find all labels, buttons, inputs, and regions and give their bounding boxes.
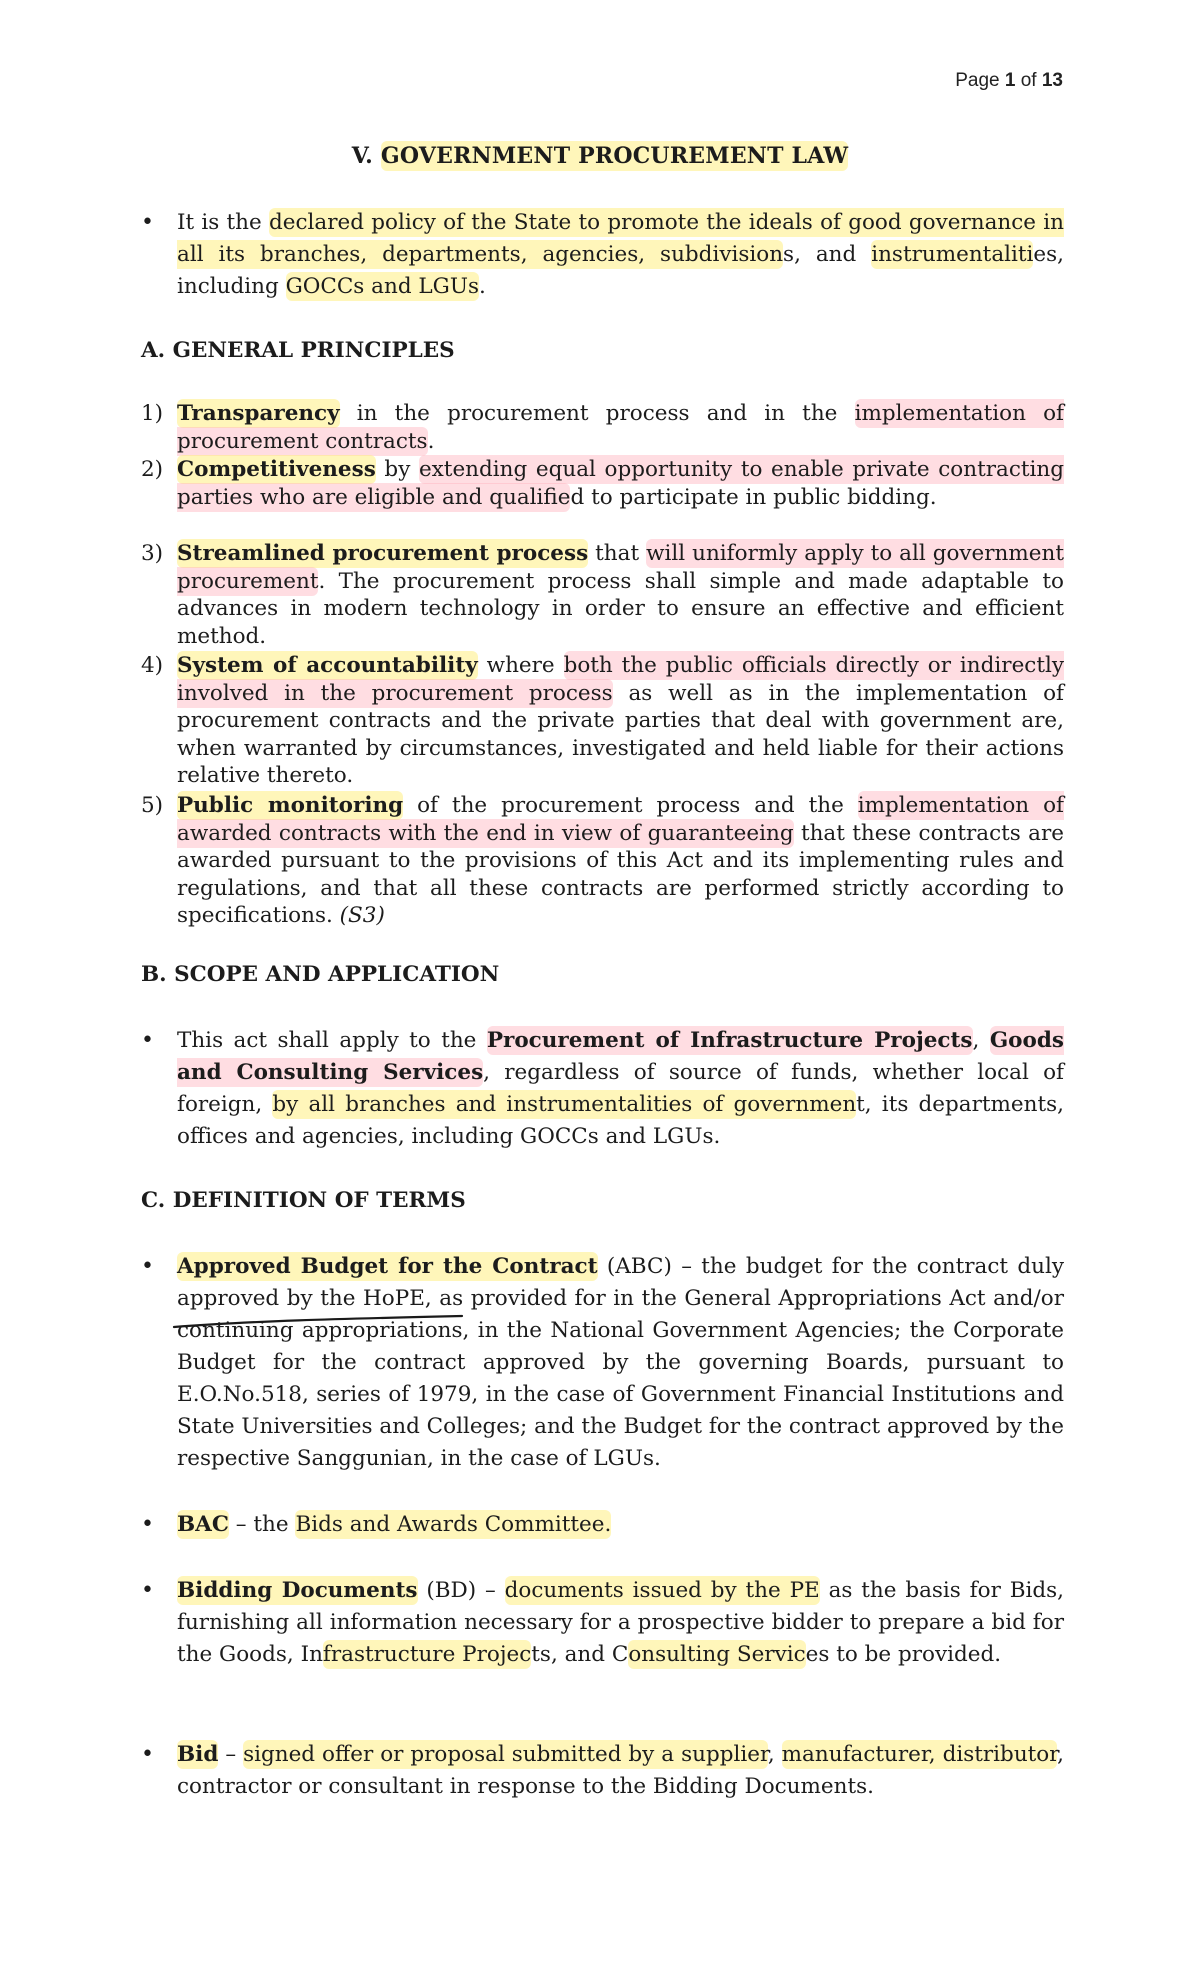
definition-bidding-documents: Bidding Documents (BD) – documents issued by the PE as the basis for Bids, furnishing all information necessary for a prospective bidder to prepare a bid for the Goods, Infrastructure Projects, and Consulting Services to be provided. (177, 1578, 1064, 1667)
bullet-icon: • (141, 1578, 154, 1603)
bullet-icon: • (141, 1254, 154, 1279)
principle-accountability: System of accountability where both the public officials directly or indirectly involved in the procurement process as well as in the implementation of procurement contracts and the private parties that deal with government are, when warranted by circumstances, investigated and held liable for their actions relative thereto. (177, 653, 1064, 788)
principle-transparency: Transparency in the procurement process and in the implementation of procurement contracts. (177, 401, 1064, 454)
principle-public-monitoring: Public monitoring of the procurement process and the implementation of awarded contracts with the end in view of guaranteeing that these contracts are awarded pursuant to the provisions of this Act and its implementing rules and regulations, and that all these contracts are performed strictly according to specifications. (S3) (177, 793, 1064, 928)
definition-abc: Approved Budget for the Contract (ABC) – the budget for the contract duly approved by the HoPE, as provided for in the General Appropriations Act and/or continuing appropriations, in the National Government Agencies; the Corporate Budget for the contract approved by the governing Boards, pursuant to E.O.No.518, series of 1979, in the case of Government Financial Institutions and State Universities and Colleges; and the Budget for the contract approved by the respective Sanggunian, in the case of LGUs. (177, 1254, 1064, 1471)
bullet-icon: • (141, 210, 154, 235)
scope-paragraph: This act shall apply to the Procurement of Infrastructure Projects, Goods and Consulting Services, regardless of source of funds, whether local of foreign, by all branches and instrumentalities of government, its departments, offices and agencies, including GOCCs and LGUs. (177, 1028, 1064, 1149)
definition-bac: BAC – the Bids and Awards Committee. (177, 1512, 612, 1537)
definition-bid: Bid – signed offer or proposal submitted by a supplier, manufacturer, distributor, contractor or consultant in response to the Bidding Documents. (177, 1742, 1065, 1799)
intro-paragraph: It is the declared policy of the State to promote the ideals of good governance in all its branches, departments, agencies, subdivisions, and instrumentalities, including GOCCs and LGUs. (177, 210, 1065, 299)
section-heading-scope: B. SCOPE AND APPLICATION (141, 962, 500, 987)
section-heading-definitions: C. DEFINITION OF TERMS (141, 1188, 466, 1213)
list-number: 5) (141, 793, 164, 818)
bullet-icon: • (141, 1742, 154, 1767)
list-number: 1) (141, 401, 164, 426)
bullet-icon: • (141, 1028, 154, 1053)
list-number: 4) (141, 653, 164, 678)
page-title: V. GOVERNMENT PROCUREMENT LAW (351, 143, 849, 169)
list-number: 2) (141, 457, 164, 482)
principle-streamlined: Streamlined procurement process that will uniformly apply to all government procurement. The procurement process shall simple and made adaptable to advances in modern technology in order to ensure an effective and efficient method. (177, 541, 1064, 649)
pen-underline-mark (172, 1313, 472, 1333)
page-number: Page 1 of 13 (955, 70, 1063, 91)
list-number: 3) (141, 541, 164, 566)
principle-competitiveness: Competitiveness by extending equal opportunity to enable private contracting parties who are eligible and qualified to participate in public bidding. (177, 457, 1064, 510)
bullet-icon: • (141, 1512, 154, 1537)
section-heading-general-principles: A. GENERAL PRINCIPLES (141, 338, 455, 363)
